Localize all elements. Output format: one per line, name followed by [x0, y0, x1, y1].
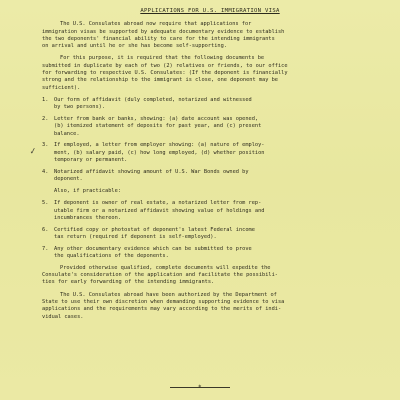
item-text: If employed, a letter from employer showing: (a) nature of employ- ment, (b) salary paid, (c) how long employed, (d) whether position temporary or permanent.	[54, 142, 265, 164]
item-text: Any other documentary evidence which can be submitted to prove the qualifications of the deponents.	[54, 245, 252, 260]
item-number: 7.	[42, 245, 49, 252]
required-documents-list	[42, 97, 378, 183]
list-item	[42, 97, 378, 112]
list-item	[42, 246, 378, 261]
item-text: Notarized affidavit showing amount of U.S. War Bonds owned by deponent.	[54, 168, 249, 183]
intro-paragraph: The U.S. Consulates abroad now require that applications for immigration visas be supported by adequate documentary evidence to establish the two deponents' financial ability to care for the intending immigrants on arrival and until he or she has become self-supporting.	[42, 21, 285, 50]
item-text: Letter from bank or banks, showing: (a) date account was opened, (b) itemized statement of deposits for past year, and (c) present balance.	[54, 116, 262, 137]
list-item	[42, 200, 378, 222]
document-title: APPLICATIONS FOR U.S. IMMIGRATION VISA	[140, 8, 280, 14]
item-text: If deponent is owner of real estate, a notarized letter from rep- utable firm or a notarized affidavit showing value of holdings and incumbrances thereon.	[54, 200, 265, 221]
item-number: 6.	[42, 226, 49, 233]
item-number: 4.	[42, 168, 49, 175]
purpose-paragraph: For this purpose, it is required that the following documents be submitted in duplicate by each of two (2) relatives or friends, to our office for forwarding to respective U.S. Consulates: (If the deponent is financially strong and the relationship to the immigrant is close, one deponent may be sufficient).	[42, 55, 288, 91]
closing-paragraph-1: Provided otherwise qualified, complete documents will expedite the Consulate's consideration of the application and facilitate the possibili- ties for early forwarding of the intending immigrants.	[42, 264, 278, 286]
list-item	[42, 169, 378, 184]
item-number: 3.	[42, 142, 49, 149]
item-text: Our form of affidavit (duly completed, notarized and witnessed by two persons).	[54, 96, 252, 111]
checkmark-icon: ✓	[29, 145, 37, 158]
asterisk-mark: *	[198, 384, 202, 391]
item-text: Certified copy or photostat of deponent's latest Federal income tax return (required if deponent is self-employed).	[54, 226, 255, 240]
also-if-practicable: Also, if practicable:	[54, 187, 121, 194]
list-item	[42, 116, 378, 138]
list-item	[42, 142, 378, 164]
optional-documents-list	[42, 200, 378, 260]
closing-paragraph-2: The U.S. Consulates abroad have been authorized by the Department of State to use their own discretion when demanding supporting evidence to visa applications and the requirements may vary according to the merits of indi- vidual cases.	[42, 291, 285, 320]
list-item	[42, 227, 378, 242]
item-number: 5.	[42, 200, 49, 207]
item-number: 2.	[42, 116, 49, 123]
item-number: 1.	[42, 96, 49, 103]
